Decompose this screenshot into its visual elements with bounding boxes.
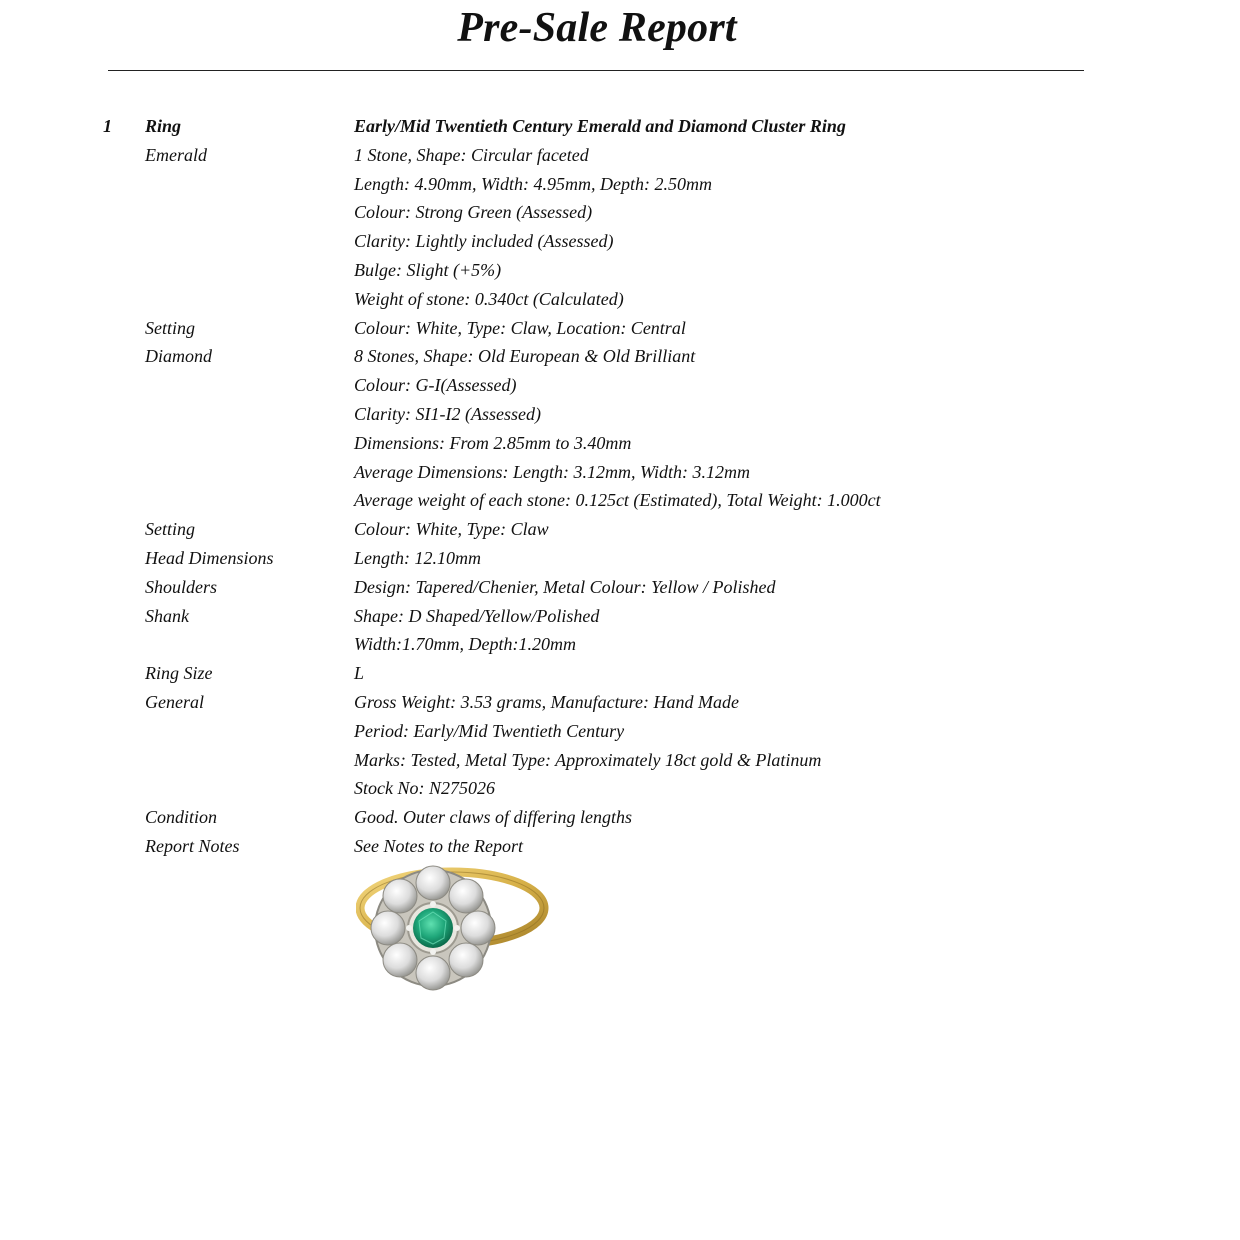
row-value: Length: 12.10mm <box>354 547 481 568</box>
row-value: Design: Tapered/Chenier, Metal Colour: Yellow / Polished <box>354 576 776 597</box>
row-value: Dimensions: From 2.85mm to 3.40mm <box>354 432 632 453</box>
page-title: Pre-Sale Report <box>457 5 737 51</box>
row-label: Ring Size <box>145 663 213 684</box>
row-value: Average weight of each stone: 0.125ct (Estimated), Total Weight: 1.000ct <box>354 490 881 511</box>
report-row <box>0 170 1240 199</box>
row-value: L <box>354 663 365 684</box>
row-label: Setting <box>145 519 195 540</box>
report-row <box>0 602 1240 631</box>
row-label: Setting <box>145 317 195 338</box>
report-row <box>0 458 1240 487</box>
report-row <box>0 285 1240 314</box>
lot-category: Ring <box>145 116 182 136</box>
report-row <box>0 141 1240 170</box>
row-value: Good. Outer claws of differing lengths <box>354 807 632 828</box>
report-row <box>0 400 1240 429</box>
report-row <box>0 515 1240 544</box>
row-value: Length: 4.90mm, Width: 4.95mm, Depth: 2.50mm <box>354 173 712 194</box>
lot-number: 1 <box>103 116 112 136</box>
report-row <box>0 573 1240 602</box>
report-row <box>0 256 1240 285</box>
ring-photo <box>356 856 560 992</box>
row-value: Clarity: Lightly included (Assessed) <box>354 231 614 252</box>
report-row <box>0 342 1240 371</box>
row-label: Shank <box>145 605 189 626</box>
row-value: See Notes to the Report <box>354 835 523 856</box>
report-row <box>0 486 1240 515</box>
report-row <box>0 544 1240 573</box>
row-label: General <box>145 691 204 712</box>
row-value: Shape: D Shaped/Yellow/Polished <box>354 605 600 626</box>
report-row <box>0 803 1240 832</box>
lot-heading-row <box>0 112 1240 141</box>
row-value: Average Dimensions: Length: 3.12mm, Width: 3.12mm <box>354 461 750 482</box>
row-value: Colour: G-I(Assessed) <box>354 375 517 396</box>
report-row <box>0 429 1240 458</box>
row-label: Shoulders <box>145 576 217 597</box>
report-row <box>0 746 1240 775</box>
row-label: Head Dimensions <box>145 547 274 568</box>
title-underline <box>108 70 1084 71</box>
report-row <box>0 717 1240 746</box>
row-value: Clarity: SI1-I2 (Assessed) <box>354 403 541 424</box>
ring-photo-icon <box>356 856 560 992</box>
row-value: Bulge: Slight (+5%) <box>354 259 502 280</box>
row-value: 1 Stone, Shape: Circular faceted <box>354 144 589 165</box>
row-label: Condition <box>145 807 218 828</box>
row-value: Colour: Strong Green (Assessed) <box>354 202 593 223</box>
row-label: Report Notes <box>145 835 240 856</box>
report-row <box>0 832 1240 861</box>
row-value: Colour: White, Type: Claw <box>354 519 549 540</box>
row-value: 8 Stones, Shape: Old European & Old Brilliant <box>354 346 696 367</box>
report-row <box>0 371 1240 400</box>
row-value: Weight of stone: 0.340ct (Calculated) <box>354 288 624 309</box>
report-row <box>0 314 1240 343</box>
report-row <box>0 630 1240 659</box>
row-value: Period: Early/Mid Twentieth Century <box>354 720 625 741</box>
report-row <box>0 659 1240 688</box>
row-label: Emerald <box>145 144 207 165</box>
report-row <box>0 227 1240 256</box>
row-value: Gross Weight: 3.53 grams, Manufacture: Hand Made <box>354 691 739 712</box>
report-row <box>0 198 1240 227</box>
row-label: Diamond <box>145 346 212 367</box>
row-value: Stock No: N275026 <box>354 778 495 799</box>
report-row <box>0 774 1240 803</box>
row-value: Colour: White, Type: Claw, Location: Central <box>354 317 686 338</box>
lot-heading: Early/Mid Twentieth Century Emerald and Diamond Cluster Ring <box>354 116 846 136</box>
row-value: Width:1.70mm, Depth:1.20mm <box>354 634 576 655</box>
report-row <box>0 688 1240 717</box>
row-value: Marks: Tested, Metal Type: Approximately 18ct gold & Platinum <box>354 749 822 770</box>
report-table <box>0 112 1240 861</box>
